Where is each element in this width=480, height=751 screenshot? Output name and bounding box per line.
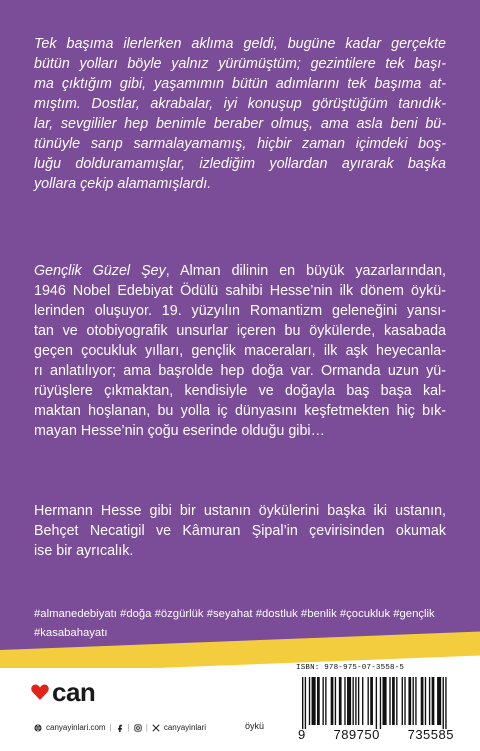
text-line: ise bir ayrıcalık. [34, 543, 134, 559]
barcode [300, 677, 450, 729]
text-line: Tek başıma ilerlerken aklıma geldi, bugüne kadar gerçekte [34, 36, 446, 52]
barcode-bar [331, 677, 334, 725]
text-line: lerinden oluşuyor. 19. yüzyılın Romantizm geleneğini yansı- [34, 303, 446, 319]
text-line: Behçet Necatigil ve Kâmuran Şipal’in çevirisinden okumak [34, 523, 446, 539]
quote-paragraph [34, 34, 446, 194]
description-paragraph [34, 261, 446, 441]
barcode-bar [312, 677, 316, 725]
text-line: mayan Hesse’nin çoğu eserinde olduğu gibi… [34, 423, 325, 439]
text-line: tünüyle sarıp sarmalayamamış, hiçbir zaman içimdeki boş- [34, 136, 446, 152]
barcode-bar [322, 677, 323, 725]
barcode-bar [432, 677, 435, 725]
barcode-bar [367, 677, 368, 725]
barcode-bar [355, 677, 356, 725]
barcode-bar [352, 677, 353, 725]
barcode-bar [335, 677, 336, 725]
barcode-bar [437, 677, 441, 725]
barcode-bar [421, 677, 424, 725]
text-line: Hermann Hesse gibi bir ustanın öykülerini başka iki ustanın, [34, 503, 446, 519]
barcode-bar [443, 677, 444, 729]
text-line: ma çıktığım gibi, yaşamımın bütün adımlarını tek başıma at- [34, 76, 446, 92]
text-line: maktan hoşlanan, bu yolla iç dünyasını keşfetmekten hiç bık- [34, 403, 446, 419]
barcode-bar [376, 677, 377, 729]
text-line: rüyüşlere çıkmaktan, kendisiyle ve doğayla baş başa kal- [34, 383, 446, 399]
hashtag-line: #almanedebiyatı #doğa #özgürlük #seyahat #dostluk #benlik #çocukluk #gençlik [34, 608, 435, 620]
book-title: Gençlik Güzel Şey [34, 263, 166, 279]
barcode-bar [305, 677, 306, 729]
text-line: yollara çekip alamamışlardı. [34, 176, 212, 192]
barcode-bar [408, 677, 411, 725]
text-line: tan ve otobiyografik unsurlar içeren bu öykülerde, kasabada [34, 323, 446, 339]
barcode-bar [317, 677, 320, 725]
barcode-bar [358, 677, 359, 725]
barcode-bar [362, 677, 363, 725]
logo-text: can [52, 676, 96, 707]
barcode-bar [370, 677, 373, 725]
text-line: rı anlatılıyor; ama başrolde hep doğa var. Ormanda uzun yü- [34, 363, 446, 379]
text-line: bütün yolları böyle yalnız yürümüştüm; gezintilere tek başı- [34, 56, 446, 72]
barcode-bar [339, 677, 342, 725]
globe-icon [34, 724, 42, 732]
barcode-bar [302, 677, 303, 729]
description-first-line: Gençlik Güzel Şey, Alman dilinin en büyük yazarlarından, [34, 263, 446, 279]
publisher-logo [30, 678, 95, 706]
barcode-bar [402, 677, 403, 725]
instagram-icon[interactable] [134, 724, 142, 732]
barcode-bar [404, 677, 405, 725]
barcode-bar [392, 677, 395, 725]
isbn-label: ISBN: 978-975-07-3558-5 [296, 664, 405, 672]
barcode-group-1: 789750 [333, 727, 380, 742]
barcode-group-2: 735585 [407, 727, 454, 742]
text-line: geçen çocukluk yılları, gençlik maceraları, ilk aşk heyecanla- [34, 343, 446, 359]
text-line: 1946 Nobel Edebiyat Ödülü sahibi Hesse’nin ilk dönem öykü- [34, 283, 446, 299]
barcode-bar [344, 677, 345, 725]
barcode-bar [325, 677, 326, 725]
text-line: lar, sevgililer hep benimle beraber olmuş, ama asla beni bü- [34, 116, 446, 132]
heart-icon [30, 682, 50, 702]
barcode-bar [396, 677, 397, 725]
barcode-first-digit: 9 [298, 727, 306, 742]
text-line: luğu dolduramamışlar, izlediğim yollardan ayırarak başka [34, 156, 446, 172]
barcode-bar [413, 677, 414, 725]
barcode-bar [309, 677, 310, 725]
barcode-number [298, 727, 454, 742]
barcode-bar [429, 677, 430, 725]
barcode-bar [347, 677, 351, 725]
hashtag-line: #kasabahayatı [34, 627, 108, 639]
facebook-icon[interactable] [116, 724, 124, 732]
barcode-bar [383, 677, 387, 725]
closing-paragraph [34, 501, 446, 561]
x-icon[interactable] [152, 724, 160, 732]
genre-label: öykü [245, 721, 265, 731]
barcode-bar [445, 677, 446, 729]
barcode-bar [425, 677, 426, 725]
text-line: mıştım. Dostlar, akrabalar, iyi konuşup görüştüğüm tanıdık- [34, 96, 446, 112]
website-link[interactable]: canyayinlari.com [46, 723, 106, 732]
barcode-bar [389, 677, 390, 725]
barcode-bar [380, 677, 381, 729]
social-handle[interactable]: canyayinlari [163, 723, 207, 732]
barcode-bar [415, 677, 416, 725]
publisher-links: canyayinlari.com | | | canyayinlari [34, 723, 206, 732]
